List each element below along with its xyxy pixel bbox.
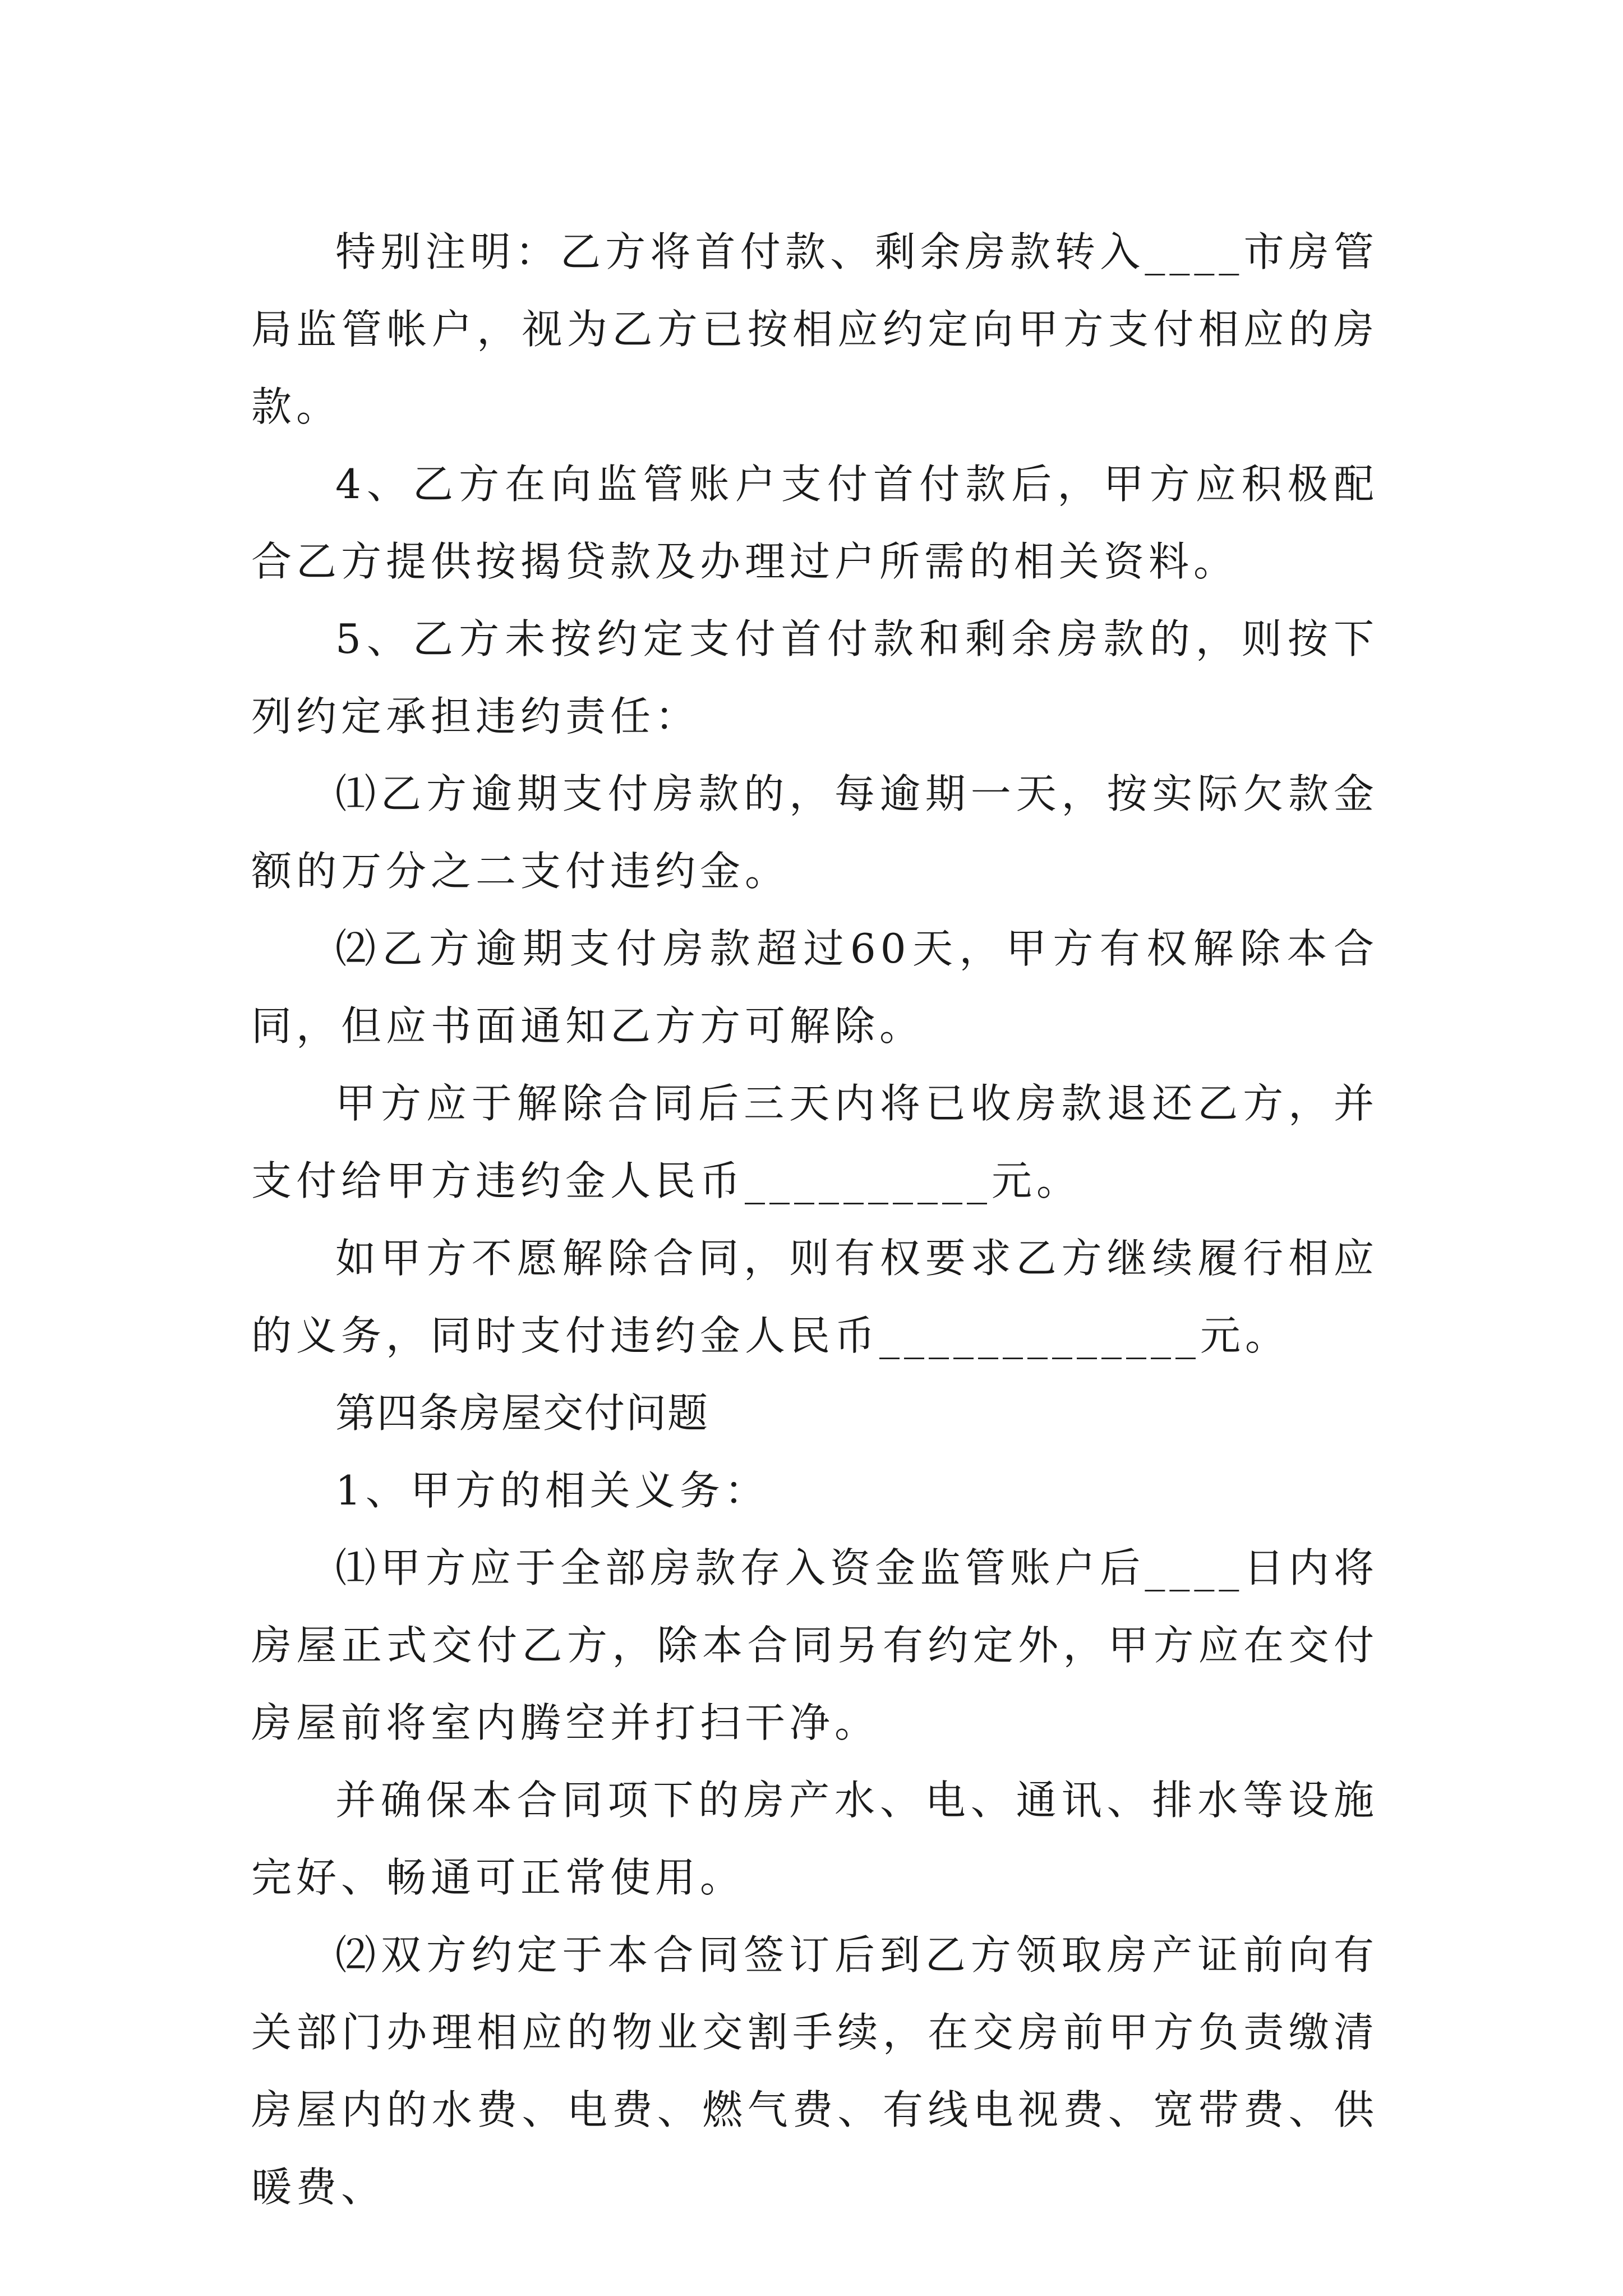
paragraph-party-a-obligations: 1、甲方的相关义务：	[335, 1467, 769, 1514]
paragraph-clause-5: 5、乙方未按约定支付首付款和剩余房款的，则按下列约定承担违约责任：	[251, 615, 1378, 740]
paragraph-delivery-item-1: ⑴甲方应于全部房款存入资金监管账户后____日内将房屋正式交付乙方，除本合同另有约定外，甲方应在交付房屋前将室内腾空并打扫干净。	[251, 1544, 1378, 1746]
paragraph-item-1: ⑴乙方逾期支付房款的，每逾期一天，按实际欠款金额的万分之二支付违约金。	[251, 770, 1378, 895]
paragraph-continue-performance: 如甲方不愿解除合同，则有权要求乙方继续履行相应的义务，同时支付违约金人民币_____________元。	[251, 1235, 1378, 1359]
paragraph-item-2: ⑵乙方逾期支付房款超过60天，甲方有权解除本合同，但应书面通知乙方方可解除。	[251, 925, 1378, 1050]
section-heading-article-4: 第四条房屋交付问题	[335, 1389, 709, 1437]
document-body	[251, 213, 1378, 2226]
paragraph-special-note: 特别注明：乙方将首付款、剩余房款转入____市房管局监管帐户，视为乙方已按相应约定向甲方支付相应的房款。	[251, 228, 1378, 430]
paragraph-clause-4: 4、乙方在向监管账户支付首付款后，甲方应积极配合乙方提供按揭贷款及办理过户所需的相关资料。	[251, 461, 1378, 585]
paragraph-facilities: 并确保本合同项下的房产水、电、通讯、排水等设施完好、畅通可正常使用。	[251, 1777, 1378, 1901]
paragraph-refund: 甲方应于解除合同后三天内将已收房款退还乙方，并支付给甲方违约金人民币__________元。	[251, 1080, 1378, 1204]
paragraph-delivery-item-2: ⑵双方约定于本合同签订后到乙方领取房产证前向有关部门办理相应的物业交割手续，在交房前甲方负责缴清房屋内的水费、电费、燃气费、有线电视费、宽带费、供暖费、	[251, 1931, 1378, 2211]
